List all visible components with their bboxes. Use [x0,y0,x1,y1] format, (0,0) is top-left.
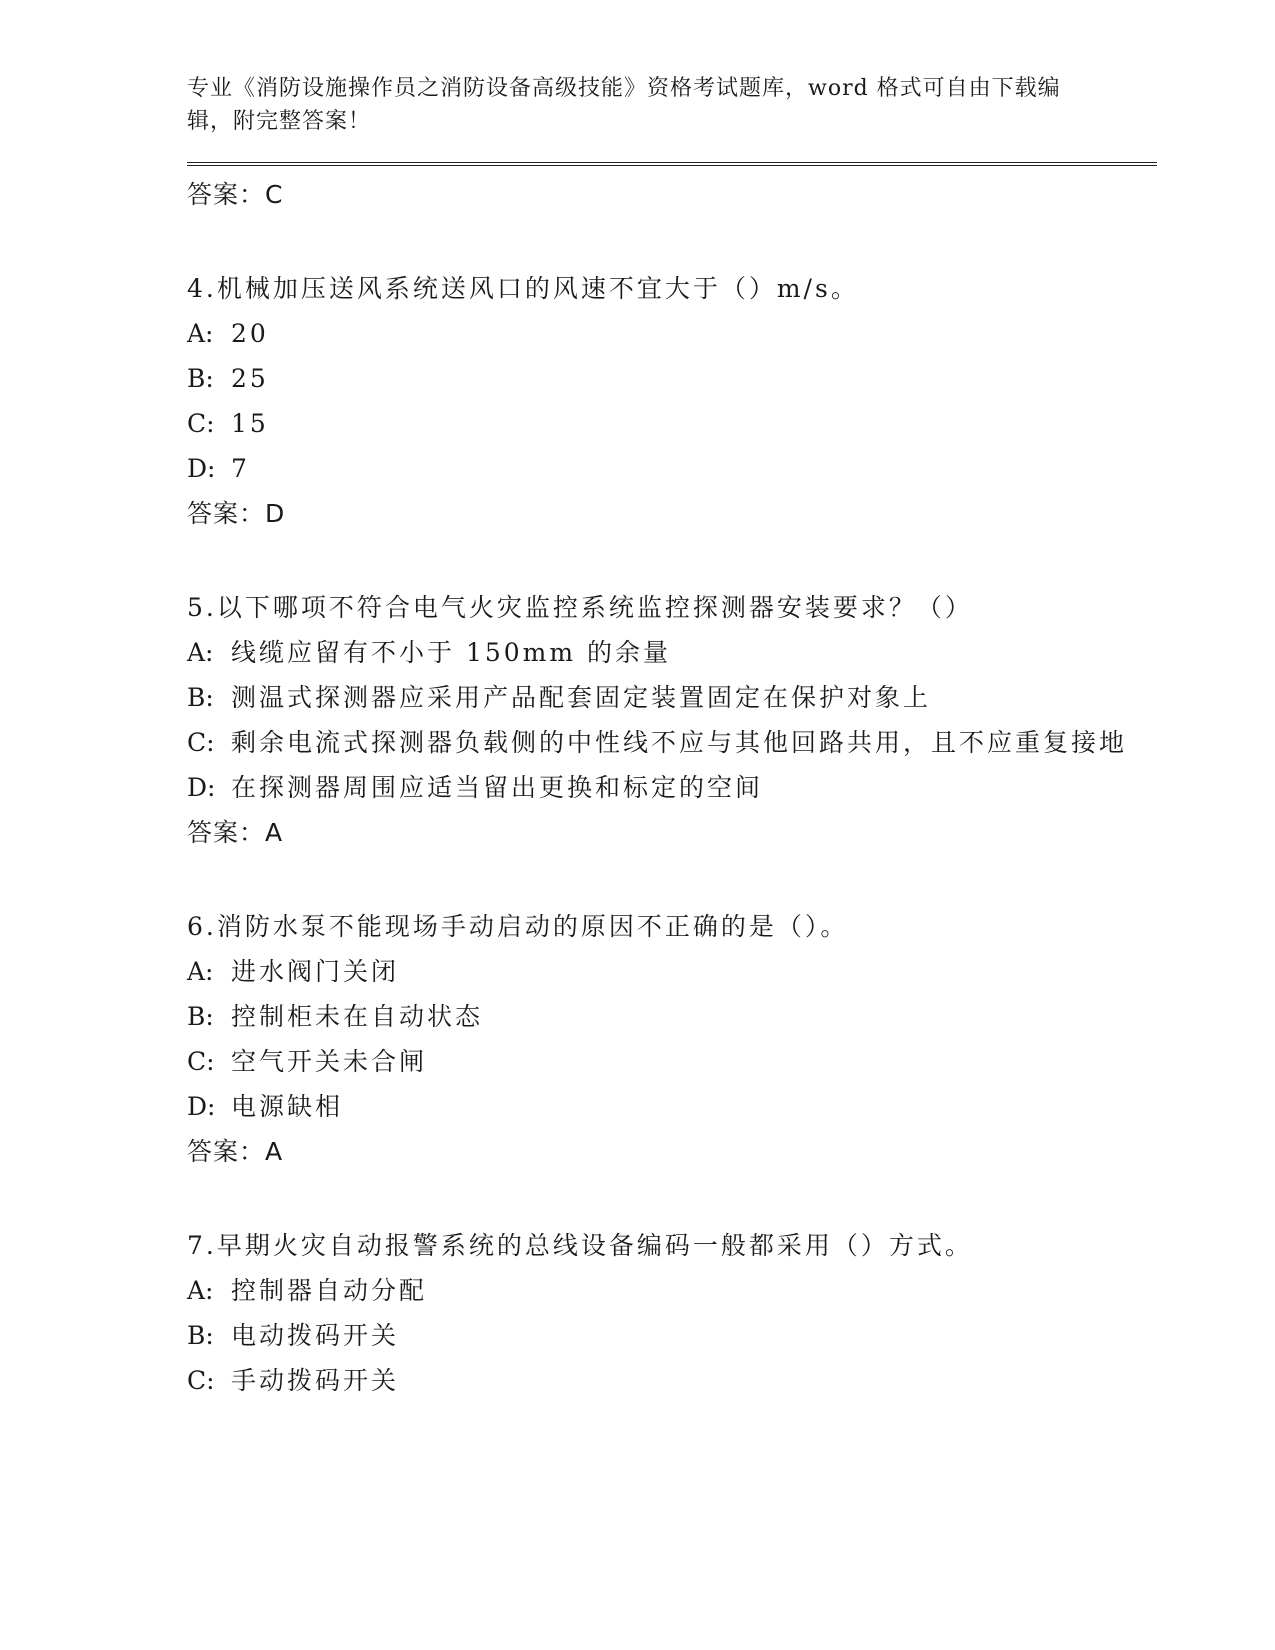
option-text: 控制柜未在自动状态 [231,1002,484,1031]
option-text: 剩余电流式探测器负载侧的中性线不应与其他回路共用，且不应重复接地 [231,728,1128,757]
question-title: 5.以下哪项不符合电气火灾监控系统监控探测器安装要求？（） [187,593,973,622]
option-text: 20 [231,319,269,348]
option-text: 线缆应留有不小于 150mm 的余量 [231,638,672,667]
option-text: 15 [231,409,269,438]
question-4 [187,266,1157,537]
question-6 [187,904,1157,1175]
option-key: B: [187,1002,214,1031]
option-key: A: [187,1276,214,1305]
question-title: 4.机械加压送风系统送风口的风速不宜大于（）m/s。 [187,274,859,303]
option-c [187,720,1157,765]
option-key: C: [187,1047,215,1076]
answer-q6: 答案：A [187,1137,284,1166]
option-key: B: [187,1321,214,1350]
question-7 [187,1223,1157,1403]
header-divider [187,162,1157,166]
option-key: D: [187,773,216,802]
option-text: 测温式探测器应采用产品配套固定装置固定在保护对象上 [231,683,932,712]
option-key: C: [187,1366,215,1395]
option-key: A: [187,957,214,986]
option-text: 空气开关未合闸 [231,1047,428,1076]
option-key: D: [187,454,216,483]
option-text: 在探测器周围应适当留出更换和标定的空间 [231,773,764,802]
option-key: A: [187,319,214,348]
option-a [187,311,1157,356]
option-c [187,401,1157,446]
option-b [187,675,1157,720]
answer-q5: 答案：A [187,818,284,847]
option-d [187,765,1157,810]
option-text: 25 [231,364,269,393]
option-b [187,356,1157,401]
option-a [187,1268,1157,1313]
option-c [187,1358,1157,1403]
option-key: C: [187,409,215,438]
option-b [187,994,1157,1039]
option-key: C: [187,728,215,757]
option-b [187,1313,1157,1358]
option-d [187,446,1157,491]
option-key: B: [187,364,214,393]
option-text: 手动拨码开关 [231,1366,400,1395]
option-text: 控制器自动分配 [231,1276,428,1305]
option-a [187,949,1157,994]
option-key: D: [187,1092,216,1121]
option-d [187,1084,1157,1129]
option-a [187,630,1157,675]
document-header: 专业《消防设施操作员之消防设备高级技能》资格考试题库，word 格式可自由下载编辑，附完整答案！ [187,76,1061,134]
option-text: 进水阀门关闭 [231,957,400,986]
option-text: 7 [231,454,250,483]
question-title: 6.消防水泵不能现场手动启动的原因不正确的是（）。 [187,912,849,941]
document-page [187,72,1157,1403]
option-text: 电动拨码开关 [231,1321,400,1350]
option-key: B: [187,683,214,712]
option-c [187,1039,1157,1084]
question-5 [187,585,1157,856]
option-text: 电源缺相 [231,1092,344,1121]
answer-q3: 答案：C [187,180,284,209]
question-title: 7.早期火灾自动报警系统的总线设备编码一般都采用（）方式。 [187,1231,973,1260]
option-key: A: [187,638,214,667]
answer-q4: 答案：D [187,499,286,528]
